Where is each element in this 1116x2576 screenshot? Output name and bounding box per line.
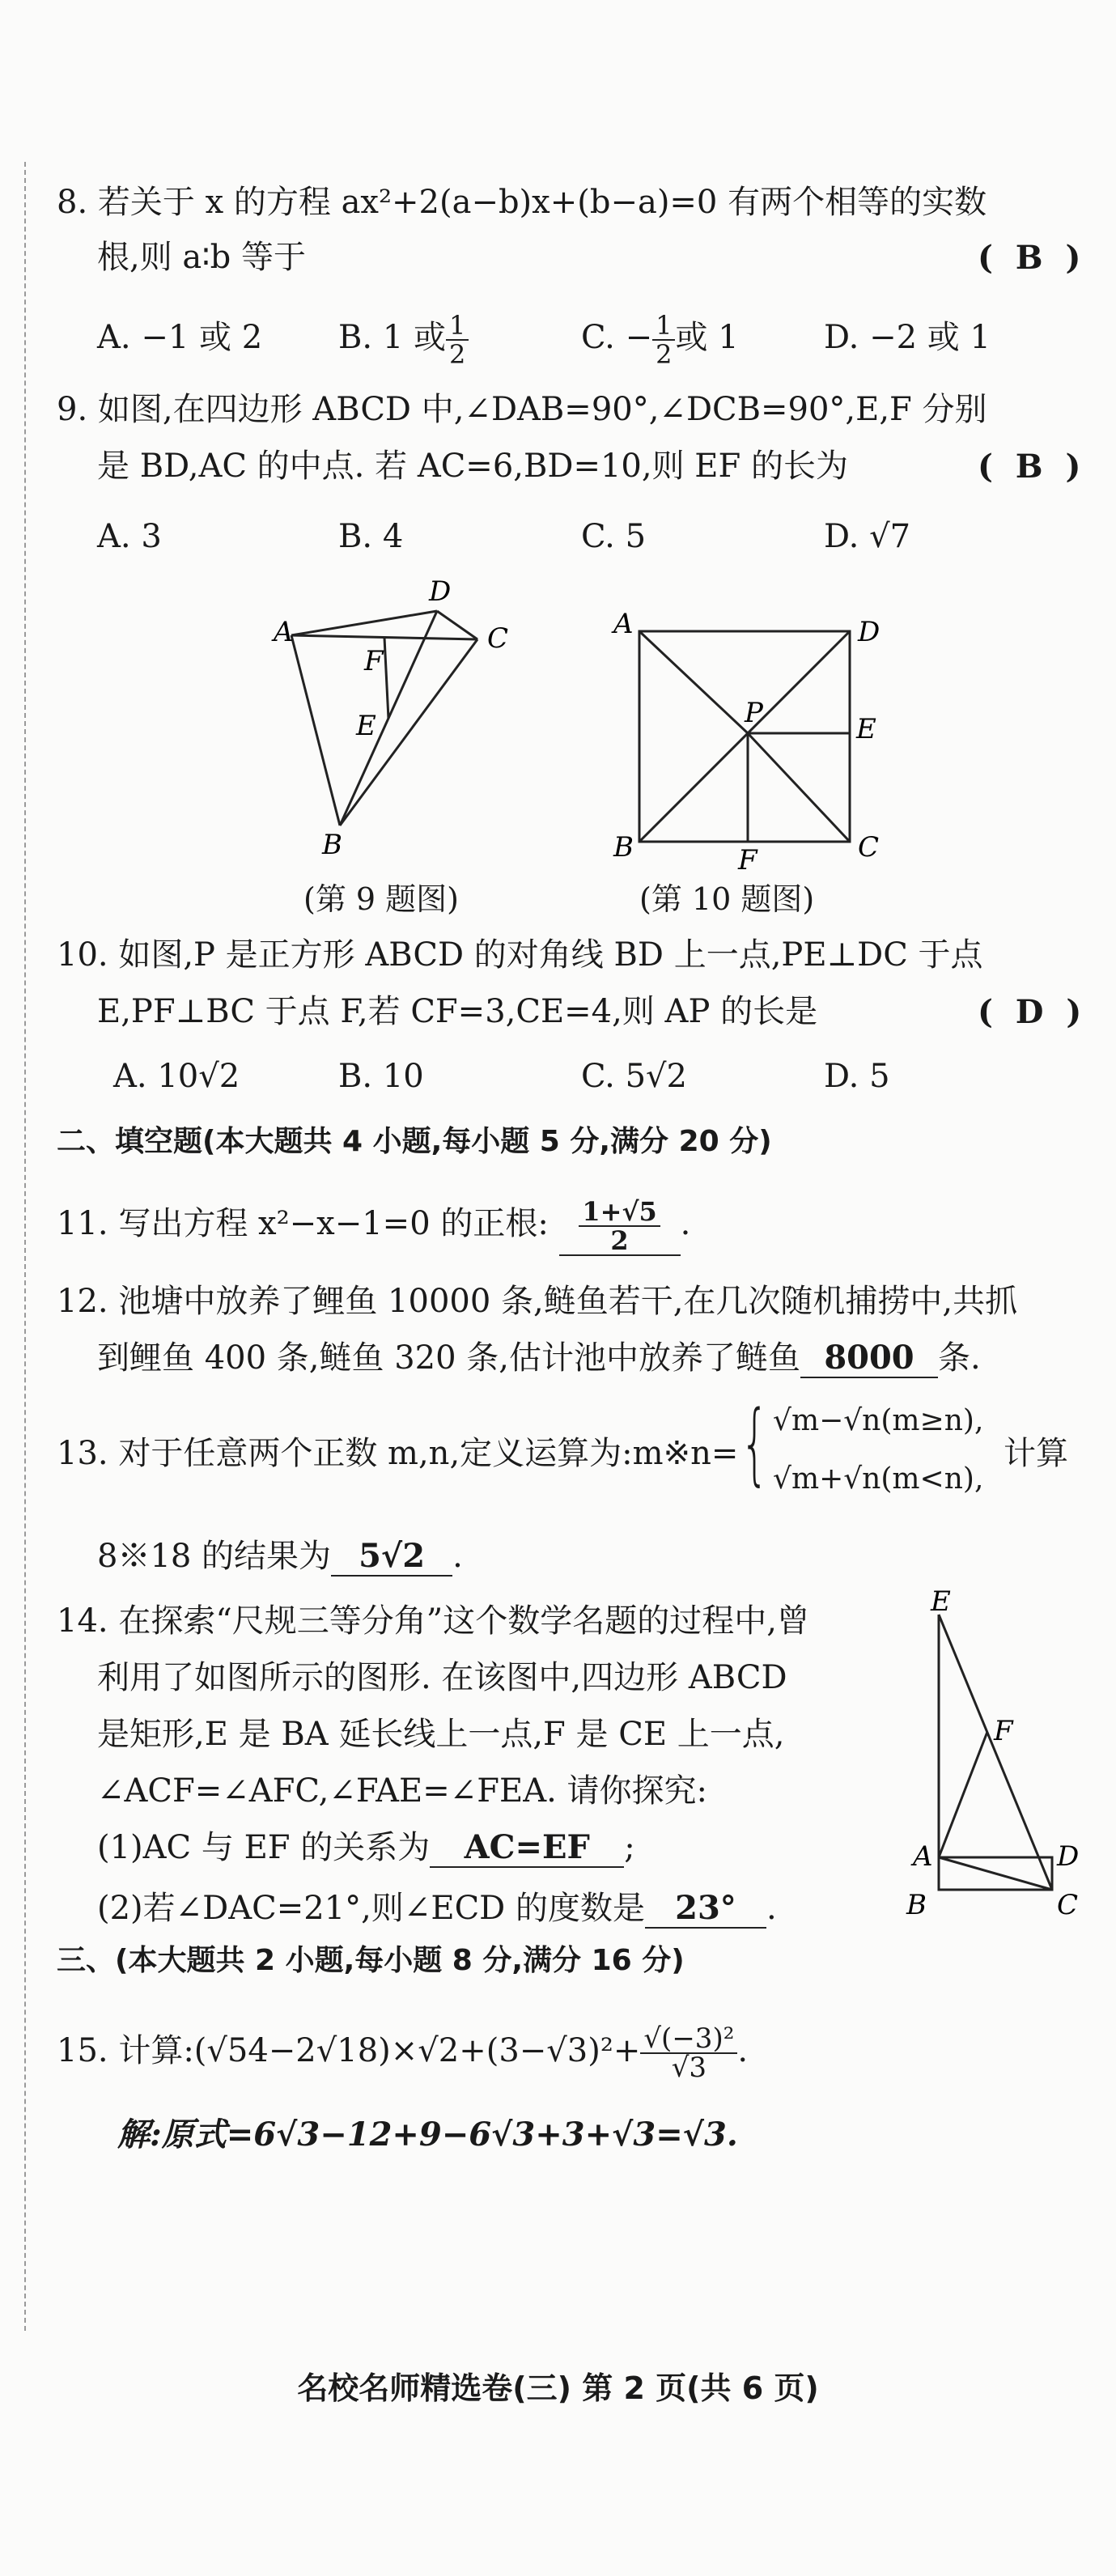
section-2-heading: 二、填空题(本大题共 4 小题,每小题 5 分,满分 20 分) (57, 1125, 772, 1158)
fig9-label-b: B (322, 829, 342, 861)
fig10-label-f: F (738, 844, 757, 874)
figure-q9 (259, 567, 534, 866)
q10-option-b: B. 10 (338, 1058, 424, 1095)
q14-line6: (2)若∠DAC=21°,则∠ECD 的度数是 23° . (97, 1889, 777, 1927)
q8-line2: 根,则 a∶b 等于 (97, 239, 307, 276)
q14-line5: (1)AC 与 EF 的关系为 AC=EF ; (97, 1828, 635, 1866)
q15-solution: 解:原式=6√3−12+9−6√3+3+√3=√3. (117, 2116, 738, 2154)
q8-option-a: A. −1 或 2 (97, 319, 263, 356)
q8-answer: ( B ) (978, 239, 1081, 277)
q12-line1: 12. 池塘中放养了鲤鱼 10000 条,鲢鱼若干,在几次随机捕捞中,共抓 (57, 1283, 1018, 1320)
figure-q10-caption: (第 10 题图) (639, 881, 815, 917)
fig10-label-b: B (613, 831, 634, 864)
fig9-label-a: A (274, 616, 294, 648)
q9-line1: 9. 如图,在四边形 ABCD 中,∠DAB=90°,∠DCB=90°,E,F 分别 (57, 391, 987, 428)
fig14-label-b: B (906, 1889, 927, 1921)
fig9-label-d: D (429, 575, 452, 608)
q8-option-d: D. −2 或 1 (824, 319, 991, 356)
fig10-label-d: D (858, 616, 880, 648)
q8-line1: 8. 若关于 x 的方程 ax²+2(a−b)x+(b−a)=0 有两个相等的实数 (57, 184, 987, 221)
q13-line1: 13. 对于任意两个正数 m,n,定义运算为:m※n= (57, 1435, 739, 1472)
q12-line2: 到鲤鱼 400 条,鲢鱼 320 条,估计池中放养了鲢鱼 8000 条. (97, 1339, 981, 1377)
q8-option-c: C. − $\frac{1}{2}$ 或 1 (581, 310, 739, 370)
fig9-label-f: F (364, 645, 384, 677)
q13-brace: { (740, 1391, 769, 1495)
q14-line2: 利用了如图所示的图形. 在该图中,四边形 ABCD (97, 1659, 787, 1696)
q9-line2: 是 BD,AC 的中点. 若 AC=6,BD=10,则 EF 的长为 (97, 448, 848, 485)
q9-option-a: A. 3 (97, 518, 162, 555)
q9-option-d: D. √7 (824, 518, 911, 555)
fig9-label-e: E (356, 710, 376, 742)
q11-question: 11. 写出方程 x²−x−1=0 的正根: $\frac{1+√5}{2}$ . (57, 1196, 691, 1256)
q10-answer: ( D ) (978, 993, 1082, 1031)
fig14-label-d: D (1057, 1840, 1080, 1873)
fig9-label-c: C (487, 622, 509, 655)
q10-line2: E,PF⊥BC 于点 F,若 CF=3,CE=4,则 AP 的长是 (97, 993, 818, 1030)
q9-answer: ( B ) (978, 448, 1081, 486)
figure-q9-caption: (第 9 题图) (303, 881, 459, 917)
binding-margin-line (24, 162, 26, 2331)
fig14-label-e: E (931, 1586, 951, 1618)
q13-line2: 8※18 的结果为 5√2 . (97, 1537, 463, 1575)
q10-option-d: D. 5 (824, 1058, 890, 1095)
q13-case1: √m−√n(m≥n), (773, 1404, 984, 1437)
section-3-heading: 三、(本大题共 2 小题,每小题 8 分,满分 16 分) (57, 1944, 685, 1977)
fig10-label-c: C (858, 831, 880, 864)
q10-option-c: C. 5√2 (581, 1058, 687, 1095)
q10-option-a: A. 10√2 (113, 1058, 240, 1095)
fig10-label-e: E (856, 713, 876, 745)
page-footer: 名校名师精选卷(三) 第 2 页(共 6 页) (297, 2370, 819, 2406)
figure-q14 (898, 1586, 1093, 1926)
q14-line4: ∠ACF=∠AFC,∠FAE=∠FEA. 请你探究: (97, 1772, 707, 1810)
fig14-label-f: F (994, 1715, 1013, 1747)
q15-question: 15. 计算:(√54−2√18)×√2+(3−√3)²+ $\frac{\text{√(−3)²}}{√3}$ . (57, 2022, 749, 2084)
q14-line1: 14. 在探索“尺规三等分角”这个数学名题的过程中,曾 (57, 1602, 809, 1640)
fig10-label-a: A (613, 608, 634, 640)
q13-tail: 计算 (1004, 1435, 1068, 1472)
q8-option-b: B. 1 或 $\frac{1}{2}$ (338, 312, 469, 368)
q9-option-c: C. 5 (581, 518, 647, 555)
fig14-label-a: A (913, 1840, 933, 1873)
q13-case2: √m+√n(m<n), (773, 1462, 984, 1496)
fig10-label-p: P (745, 697, 763, 729)
figure-q10 (599, 599, 890, 874)
q14-line3: 是矩形,E 是 BA 延长线上一点,F 是 CE 上一点, (97, 1716, 785, 1753)
q9-option-b: B. 4 (338, 518, 404, 555)
q10-line1: 10. 如图,P 是正方形 ABCD 的对角线 BD 上一点,PE⊥DC 于点 (57, 936, 983, 974)
fig14-label-c: C (1057, 1889, 1079, 1921)
